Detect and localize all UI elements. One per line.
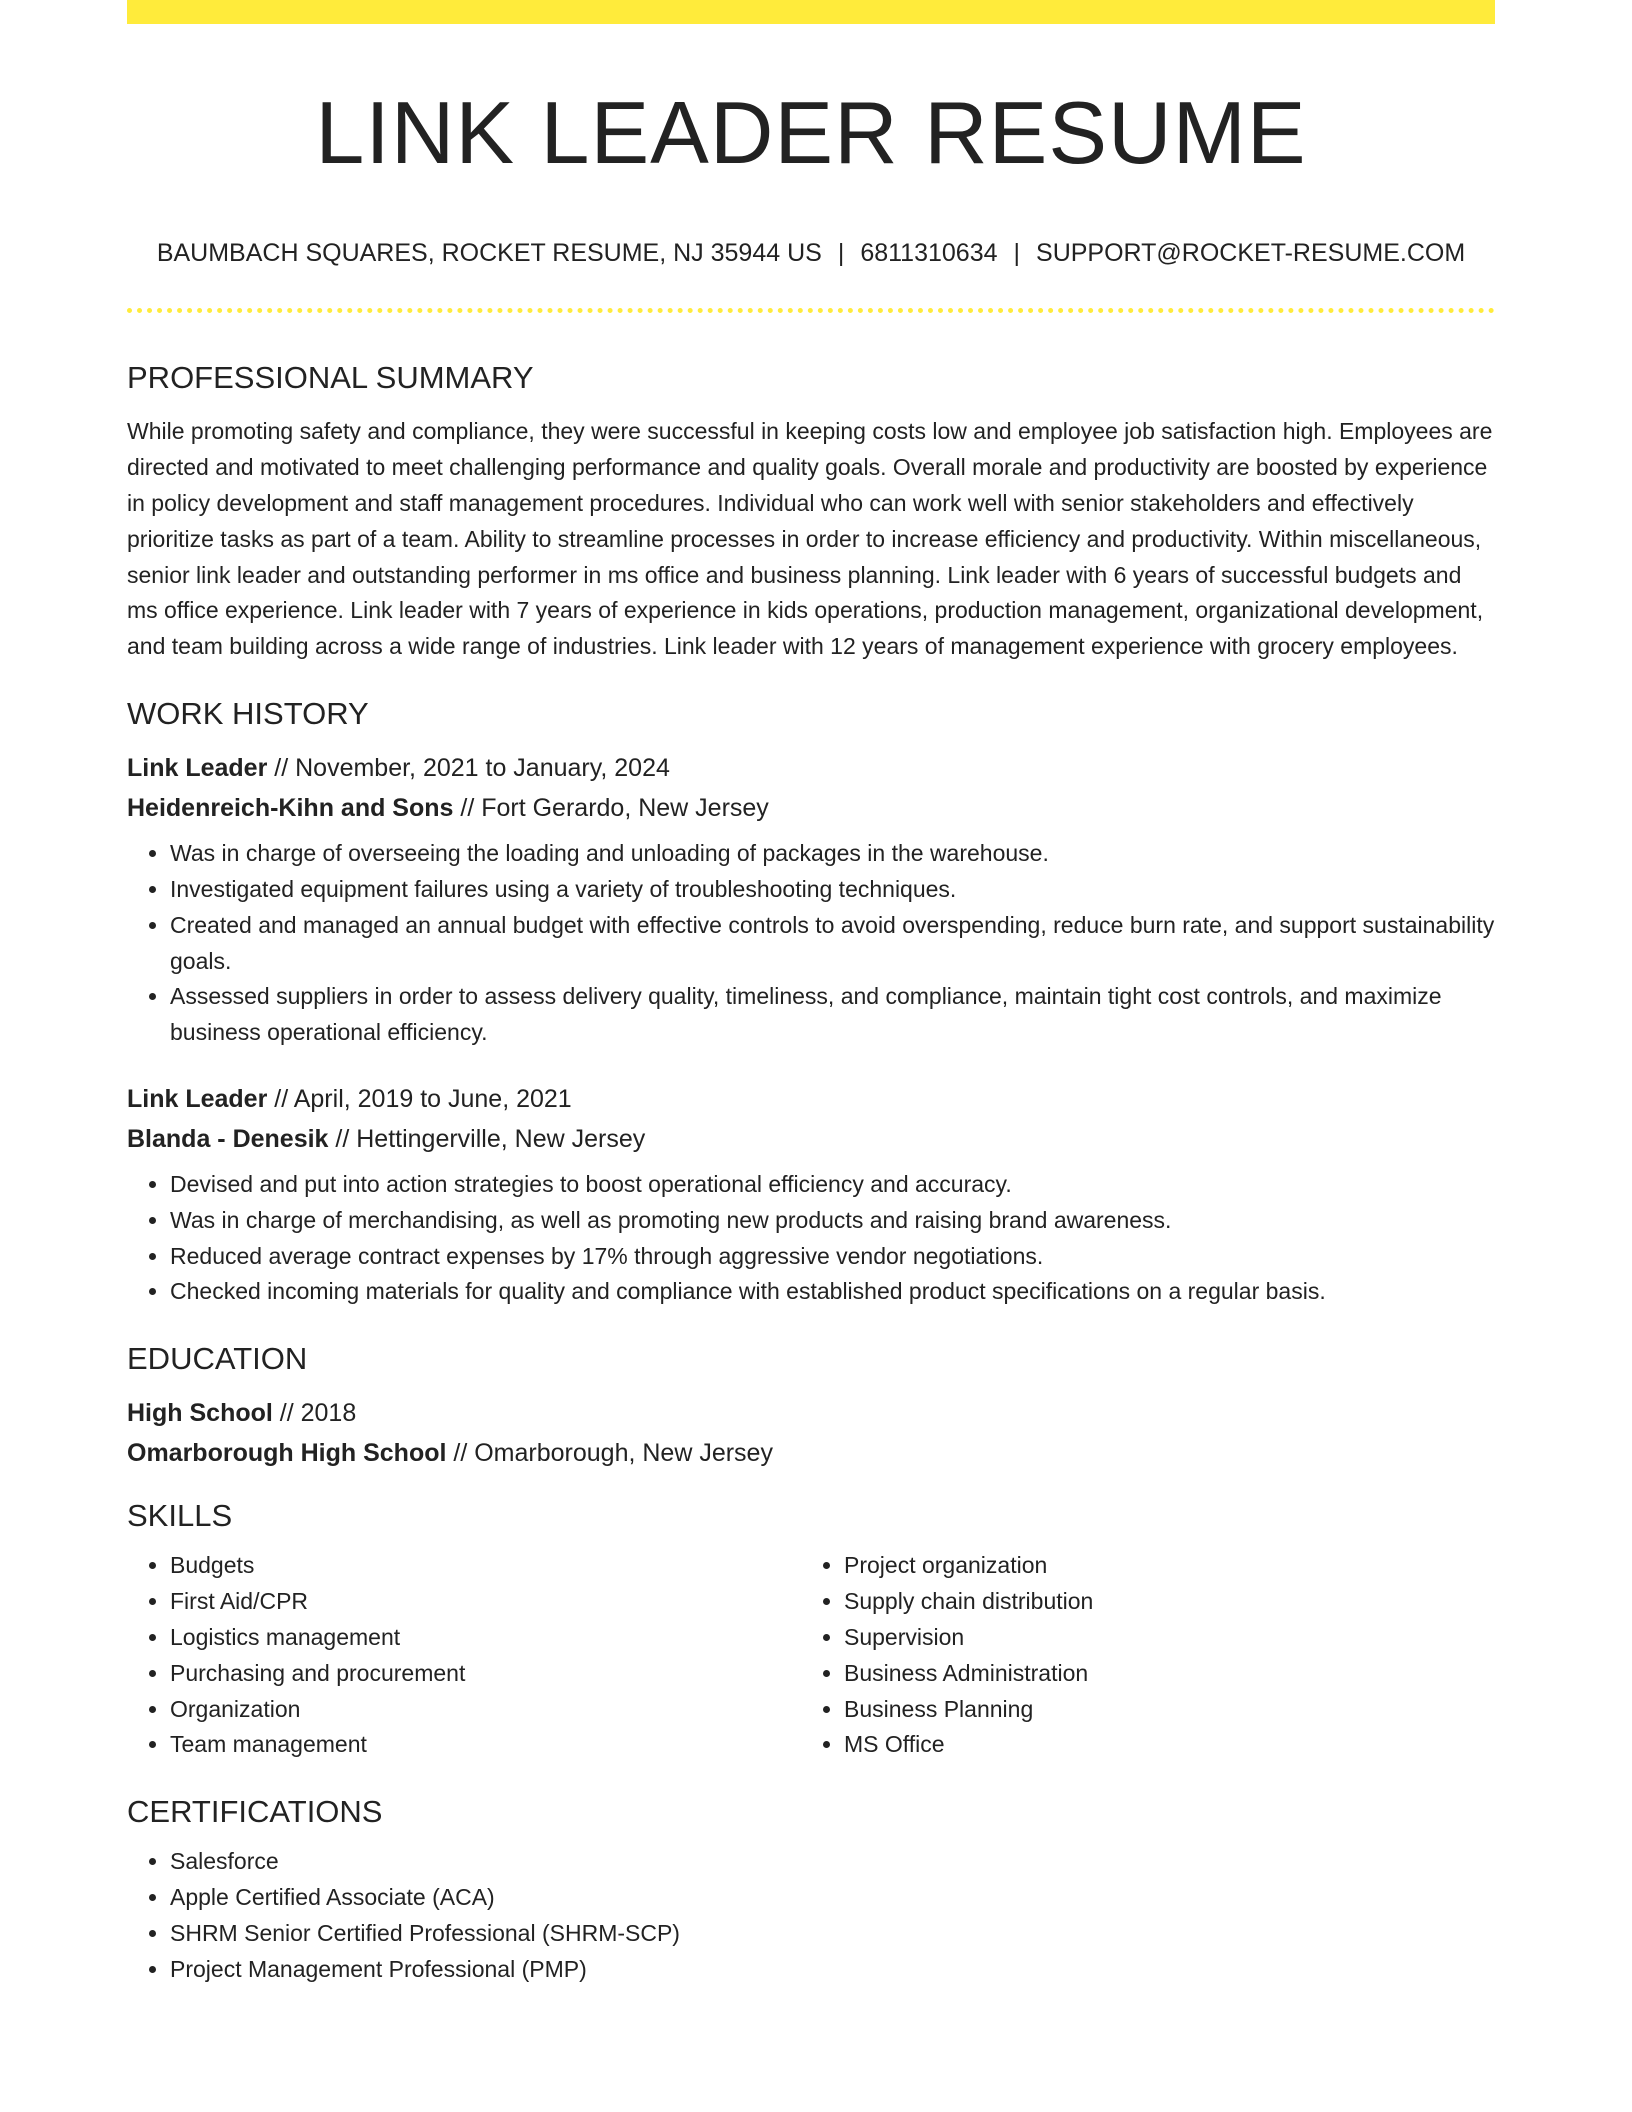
job-bullet: • Investigated equipment failures using a variety of troubleshooting techniques. (170, 872, 1495, 908)
education-school: Omarborough High School (127, 1439, 447, 1468)
education-location: // Omarborough, New Jersey (446, 1439, 773, 1468)
skill-item: • Supervision (844, 1620, 1475, 1656)
skill-item: • Business Administration (844, 1656, 1475, 1692)
contact-line (127, 239, 1495, 268)
skills-grid (127, 1548, 1495, 1763)
job-location: // Hettingerville, New Jersey (328, 1124, 646, 1153)
job-company-line (127, 1119, 1495, 1159)
summary-text: While promoting safety and compliance, they were successful in keeping costs low and employee job satisfaction high. Employees are directed and motivated to meet challenging performance and quality goals. Overall morale and productivity are boosted by experience in policy development and staff management procedures. Individual who can work well with senior stakeholders and effectively prioritize tasks as part of a team. Ability to streamline processes in order to increase efficiency and productivity. Within miscellaneous, senior link leader and outstanding performer in ms office and business planning. Link leader with 6 years of successful budgets and ms office experience. Link leader with 7 years of experience in kids operations, production management, organizational development, and team building across a wide range of industries. Link leader with 12 years of management experience with grocery employees. (127, 418, 1493, 660)
skill-item: • Logistics management (170, 1620, 801, 1656)
contact-separator: | (837, 239, 845, 268)
job-company-line (127, 788, 1495, 828)
education-degree: High School (127, 1399, 273, 1428)
skill-item: • First Aid/CPR (170, 1584, 801, 1620)
certification-item: • Salesforce (170, 1844, 1495, 1880)
skills-heading: SKILLS (127, 1498, 233, 1534)
job-bullets (127, 1167, 1495, 1310)
certification-item: • Project Management Professional (PMP) (170, 1952, 1495, 1988)
skill-item: • Purchasing and procurement (170, 1656, 801, 1692)
resume-content (127, 0, 1495, 1988)
job-bullet: • Created and managed an annual budget with effective controls to avoid overspending, reduce burn rate, and support sustainability goals. (170, 908, 1495, 980)
contact-phone: 6811310634 (860, 239, 998, 268)
contact-separator: | (1013, 239, 1021, 268)
skill-item: • Team management (170, 1727, 801, 1763)
education-year: // 2018 (272, 1399, 357, 1428)
job-company: Heidenreich-Kihn and Sons (127, 794, 454, 823)
job-bullet: • Checked incoming materials for quality and compliance with established product specifications on a regular basis. (170, 1274, 1495, 1310)
accent-top-bar (127, 0, 1495, 24)
skills-list-right (801, 1548, 1475, 1763)
job-bullet: • Devised and put into action strategies to boost operational efficiency and accuracy. (170, 1167, 1495, 1203)
job-title-line (127, 1079, 1495, 1119)
education-entry (127, 1393, 1495, 1473)
job-bullet: • Assessed suppliers in order to assess delivery quality, timeliness, and compliance, maintain tight cost controls, and maximize business operational efficiency. (170, 979, 1495, 1051)
certifications-heading: CERTIFICATIONS (127, 1794, 383, 1830)
skill-item: • MS Office (844, 1727, 1475, 1763)
job-company: Blanda - Denesik (127, 1124, 329, 1153)
contact-address: BAUMBACH SQUARES, ROCKET RESUME, NJ 35944 US (156, 239, 822, 268)
skills-list-left (127, 1548, 801, 1763)
certification-item: • SHRM Senior Certified Professional (SHRM-SCP) (170, 1916, 1495, 1952)
job-dates: // April, 2019 to June, 2021 (267, 1084, 572, 1113)
certification-item: • Apple Certified Associate (ACA) (170, 1880, 1495, 1916)
job-entry (127, 748, 1495, 1051)
skill-item: • Supply chain distribution (844, 1584, 1475, 1620)
job-title-line (127, 748, 1495, 788)
skill-item: • Organization (170, 1692, 801, 1728)
job-dates: // November, 2021 to January, 2024 (267, 754, 670, 783)
job-bullet: • Was in charge of overseeing the loading and unloading of packages in the warehouse. (170, 836, 1495, 872)
job-bullet: • Was in charge of merchandising, as well as promoting new products and raising brand awareness. (170, 1203, 1495, 1239)
job-entry (127, 1079, 1495, 1310)
job-title: Link Leader (127, 754, 268, 783)
skill-item: • Business Planning (844, 1692, 1475, 1728)
job-bullets (127, 836, 1495, 1051)
certifications-list (127, 1844, 1495, 1987)
skill-item: • Budgets (170, 1548, 801, 1584)
work-history-heading: WORK HISTORY (127, 695, 369, 731)
contact-email: SUPPORT@ROCKET-RESUME.COM (1036, 239, 1466, 268)
resume-title: LINK LEADER RESUME (315, 83, 1307, 182)
dotted-divider (127, 308, 1495, 313)
education-school-line (127, 1433, 1495, 1473)
summary-heading: PROFESSIONAL SUMMARY (127, 360, 534, 396)
job-location: // Fort Gerardo, New Jersey (453, 794, 769, 823)
skill-item: • Project organization (844, 1548, 1475, 1584)
education-degree-line (127, 1393, 1495, 1433)
job-title: Link Leader (127, 1084, 268, 1113)
job-bullet: • Reduced average contract expenses by 17% through aggressive vendor negotiations. (170, 1239, 1495, 1275)
education-heading: EDUCATION (127, 1341, 308, 1377)
